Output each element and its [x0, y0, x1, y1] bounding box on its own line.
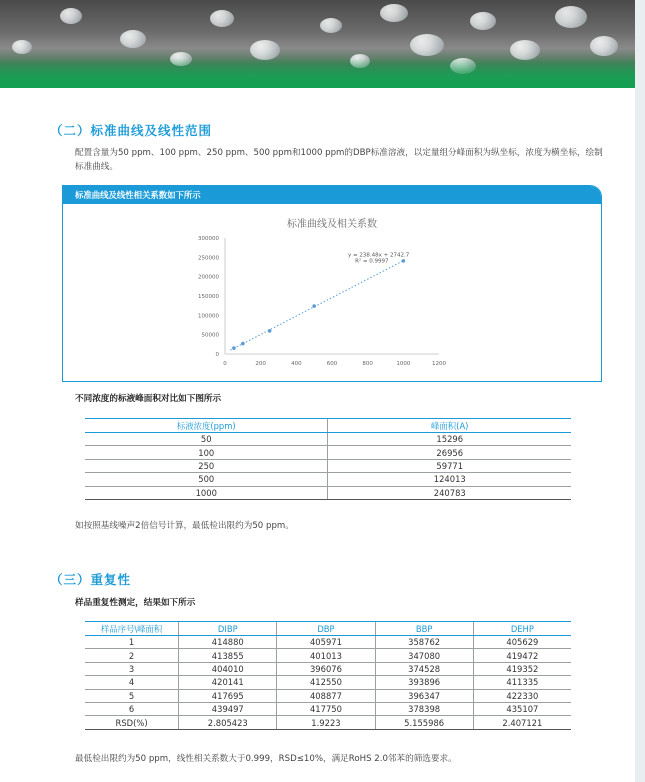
table-cell: 2.805423 [179, 716, 277, 729]
y-tick-label: 300000 [198, 236, 219, 242]
data-point [232, 346, 236, 350]
table-2-header-sample: 样品序号\峰面积 [85, 622, 179, 636]
table-cell: 374528 [375, 662, 473, 675]
table-cell: 405971 [277, 636, 375, 649]
data-point [268, 329, 272, 333]
chart-panel [62, 185, 602, 382]
table-2-header-dibp: DIBP [179, 622, 277, 636]
section-3-title: （三）重复性 [50, 572, 132, 587]
table-cell: 419352 [473, 662, 571, 675]
table-cell: 378398 [375, 702, 473, 715]
lod-note: 如按照基线噪声2倍信号计算，最低检出限约为50 ppm。 [75, 521, 294, 531]
table-row [85, 446, 571, 459]
x-tick-labels [223, 361, 446, 367]
r-squared-label: R² = 0.9997 [355, 258, 389, 265]
table-cell: 396076 [277, 662, 375, 675]
table-2-header-bbp: BBP [375, 622, 473, 636]
table-cell: 2 [85, 649, 179, 662]
table-cell: 15296 [328, 433, 571, 446]
trendline [230, 261, 403, 350]
table-cell: 417750 [277, 702, 375, 715]
x-tick-label: 200 [255, 361, 266, 367]
y-tick-label: 0 [215, 352, 219, 358]
table-cell: 347080 [375, 649, 473, 662]
table-cell: 6 [85, 702, 179, 715]
trendline-equation: y = 238.48x + 2742.7 [348, 252, 410, 259]
table-cell: 411335 [473, 676, 571, 689]
y-tick-label: 250000 [198, 255, 219, 262]
table-2-header-dehp: DEHP [473, 622, 571, 636]
table-cell: RSD(%) [85, 716, 179, 729]
y-tick-label: 50000 [201, 332, 219, 339]
table-cell: 358762 [375, 636, 473, 649]
x-tick-label: 800 [362, 361, 373, 367]
table-cell: 50 [85, 433, 328, 446]
calibration-chart [63, 204, 601, 380]
section-3-subtitle: 样品重复性测定，结果如下所示 [75, 598, 196, 608]
table-row [85, 473, 571, 486]
data-point [312, 304, 316, 308]
table-cell: 413855 [179, 649, 277, 662]
y-tick-labels [198, 236, 220, 358]
chart-title: 标准曲线及相关系数 [287, 219, 377, 230]
table-cell: 100 [85, 446, 328, 459]
table-2-header-dbp: DBP [277, 622, 375, 636]
table-cell: 401013 [277, 649, 375, 662]
table-cell: 1000 [85, 486, 328, 499]
x-tick-label: 400 [291, 361, 302, 367]
table-cell: 408877 [277, 689, 375, 702]
page-edge-strip [635, 0, 645, 782]
table-cell: 435107 [473, 702, 571, 715]
table-cell: 26956 [328, 446, 571, 459]
table-cell: 3 [85, 662, 179, 675]
x-tick-label: 600 [326, 361, 338, 367]
table-cell: 2.407121 [473, 716, 571, 729]
x-tick-label: 0 [223, 361, 227, 367]
table-cell: 414880 [179, 636, 277, 649]
table-cell: 5.155986 [375, 716, 473, 729]
table-cell: 405629 [473, 636, 571, 649]
table-cell: 419472 [473, 649, 571, 662]
table-1-header-peak-area: 峰面积(A) [328, 419, 571, 433]
x-tick-label: 1000 [396, 361, 411, 367]
data-point [241, 342, 245, 346]
table-row [85, 716, 571, 729]
chart-panel-title: 标准曲线及线性相关系数如下所示 [63, 186, 601, 204]
table-cell: 250 [85, 459, 328, 472]
table-1-header-concentration: 标液浓度(ppm) [85, 419, 328, 433]
table-cell: 417695 [179, 689, 277, 702]
table-cell: 4 [85, 676, 179, 689]
table-cell: 420141 [179, 676, 277, 689]
conclusion-text: 最低检出限约为50 ppm，线性相关系数大于0.999，RSD≤10%，满足RoHS 2.0邻苯的筛选要求。 [75, 754, 457, 764]
table-cell: 240783 [328, 486, 571, 499]
header-banner-image [0, 0, 645, 88]
table-row [85, 676, 571, 689]
table-cell: 404010 [179, 662, 277, 675]
y-tick-label: 150000 [198, 294, 219, 300]
table-row [85, 662, 571, 675]
section-2-intro: 配置含量为50 ppm、100 ppm、250 ppm、500 ppm和1000 ppm的DBP标准溶液，以定量组分峰面积为纵坐标，浓度为横坐标，绘制标准曲线。 [75, 148, 603, 172]
peak-area-table [85, 418, 571, 500]
table-cell: 422330 [473, 689, 571, 702]
x-tick-label: 1200 [432, 361, 446, 367]
table-row [85, 459, 571, 472]
table-row [85, 689, 571, 702]
table-1-caption: 不同浓度的标液峰面积对比如下图所示 [75, 394, 222, 404]
table-row [85, 486, 571, 499]
table-cell: 396347 [375, 689, 473, 702]
table-row [85, 649, 571, 662]
table-row [85, 636, 571, 649]
repeatability-table [85, 621, 571, 730]
table-cell: 59771 [328, 459, 571, 472]
table-cell: 124013 [328, 473, 571, 486]
table-cell: 500 [85, 473, 328, 486]
y-tick-label: 200000 [198, 274, 219, 281]
table-cell: 412550 [277, 676, 375, 689]
table-row [85, 433, 571, 446]
table-cell: 439497 [179, 702, 277, 715]
section-2-title: （二）标准曲线及线性范围 [50, 123, 213, 138]
table-row [85, 702, 571, 715]
table-cell: 1 [85, 636, 179, 649]
y-tick-label: 100000 [198, 313, 219, 320]
table-cell: 393896 [375, 676, 473, 689]
table-cell: 1.9223 [277, 716, 375, 729]
data-point [402, 259, 406, 263]
table-cell: 5 [85, 689, 179, 702]
